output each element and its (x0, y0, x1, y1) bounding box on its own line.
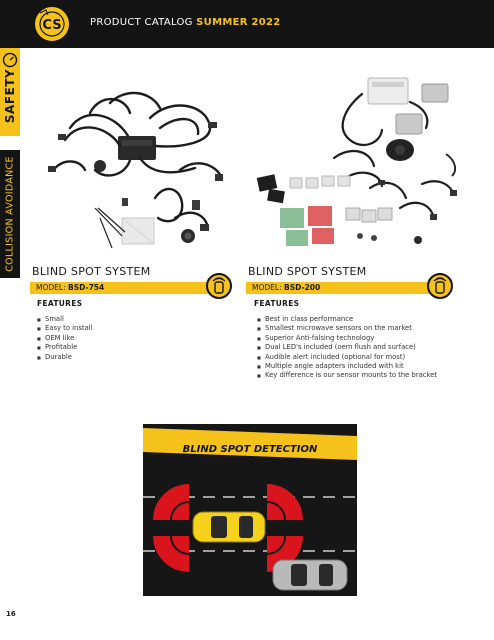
page-number: 16 (6, 610, 16, 618)
safety-tab-label: SAFETY (3, 68, 17, 124)
feature-item: ■ Multiple angle adapters included with kit (257, 362, 437, 371)
feature-item: ■ Smallest microwave sensors on the market (257, 324, 437, 333)
title-season: SUMMER 2022 (196, 17, 281, 28)
model-prefix: MODEL: (36, 283, 68, 292)
logo-letters: CS (42, 18, 62, 33)
feature-item: ■ Audible alert included (optional for most) (257, 353, 437, 362)
product-photo-bsd-200 (250, 58, 470, 258)
model-label (252, 283, 320, 292)
model-prefix: MODEL: (252, 283, 284, 292)
page-title (90, 17, 281, 28)
feature-item: ■ OEM like (37, 334, 93, 343)
feature-item: ■ Key difference is our sensor mounts to the bracket (257, 371, 437, 380)
model-bar (30, 282, 212, 294)
product-name: BLIND SPOT SYSTEM (32, 265, 151, 278)
features-list (37, 315, 93, 362)
feature-item: ■ Durable (37, 353, 93, 362)
title-prefix: PRODUCT CATALOG (90, 17, 197, 28)
blind-spot-car-icon (427, 273, 453, 299)
features-list (257, 315, 437, 381)
feature-item: ■ Dual LED's included (oem flush and surface) (257, 343, 437, 352)
model-number: BSD-754 (67, 283, 105, 292)
features-heading: FEATURES (254, 299, 300, 308)
feature-item: ■ Best in class performance (257, 315, 437, 324)
feature-item: ■ Easy to install (37, 324, 93, 333)
feature-item: ■ Profitable (37, 343, 93, 352)
feature-item: ■ Small (37, 315, 93, 324)
speedometer-icon (2, 52, 18, 68)
model-label (36, 283, 104, 292)
blind-spot-detection-illustration (143, 424, 357, 596)
product-name: BLIND SPOT SYSTEM (248, 265, 367, 278)
model-bar (246, 282, 440, 294)
illustration-title: BLIND SPOT DETECTION (182, 444, 318, 455)
catalog-header (0, 0, 494, 48)
features-heading: FEATURES (37, 299, 83, 308)
feature-item: ■ Superior Anti-falsing technology (257, 334, 437, 343)
company-logo (30, 4, 74, 44)
blind-spot-car-icon (206, 273, 232, 299)
product-photo-bsd-754 (30, 58, 245, 258)
collision-avoidance-tab-label: COLLISION AVOIDANCE (4, 156, 16, 272)
model-number: BSD-200 (283, 283, 321, 292)
